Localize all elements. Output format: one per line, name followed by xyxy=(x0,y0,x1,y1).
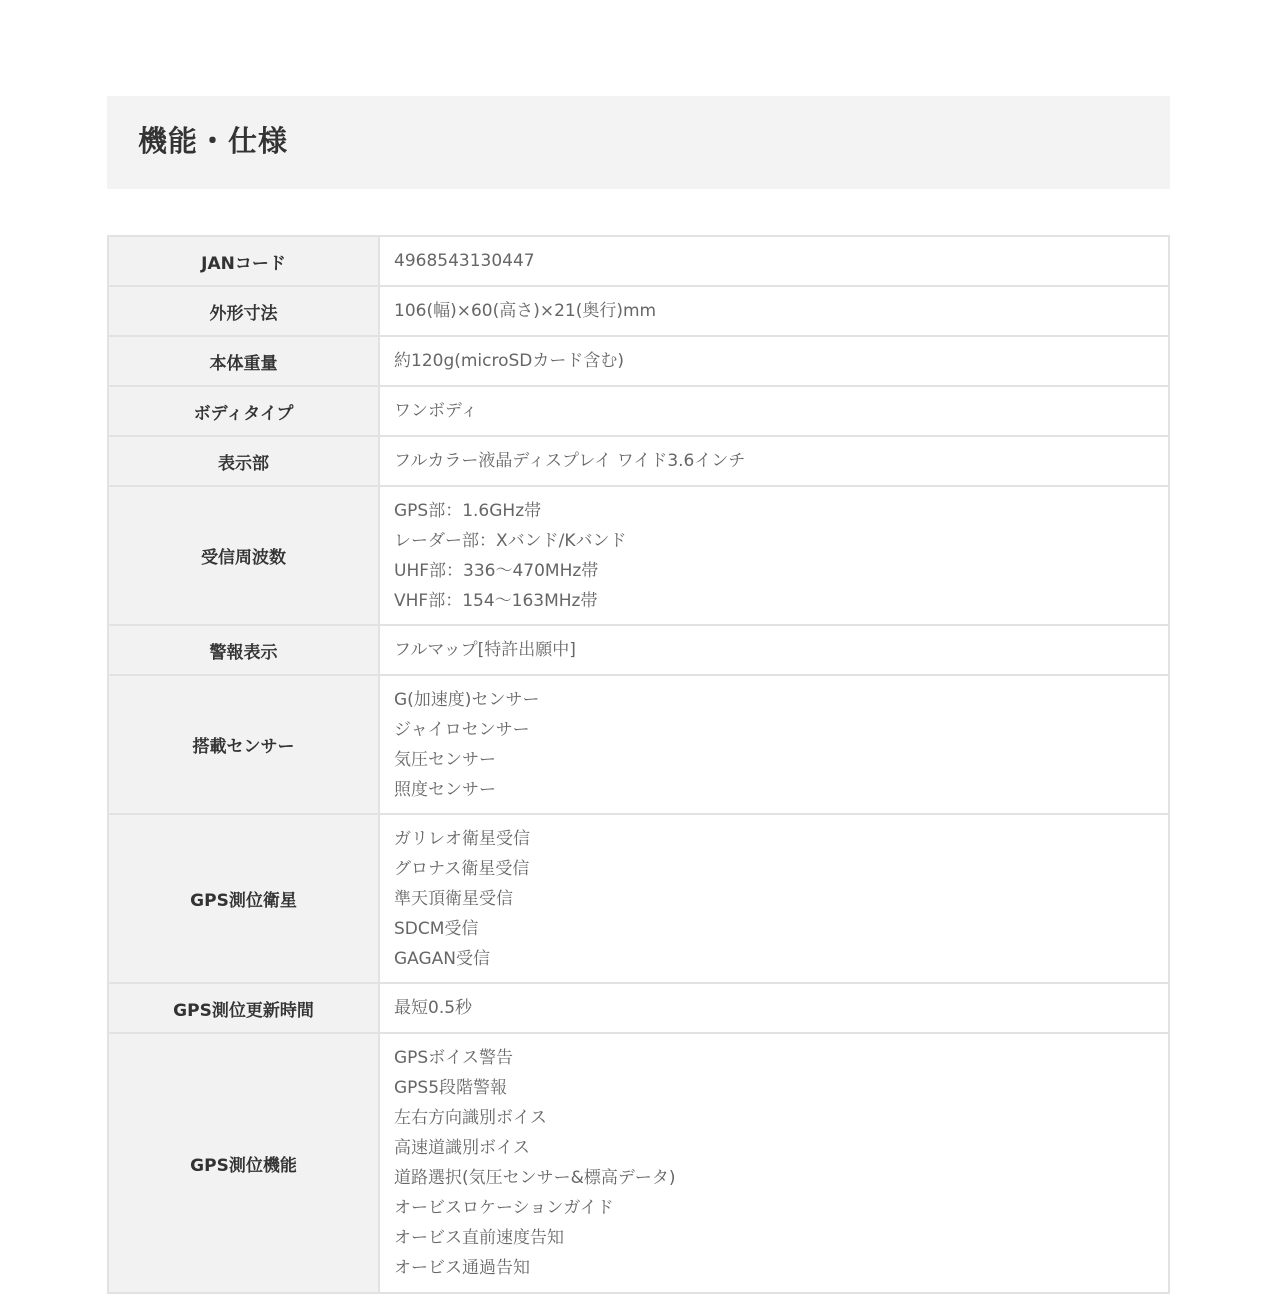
spec-row xyxy=(108,983,1169,1033)
spec-label: 警報表示 xyxy=(108,625,379,675)
spec-value-line: 106(幅)×60(高さ)×21(奥行)mm xyxy=(394,301,657,321)
spec-row xyxy=(108,486,1169,625)
spec-row xyxy=(108,286,1169,336)
spec-label: GPS測位更新時間 xyxy=(108,983,379,1033)
spec-value-line: レーダー部：Xバンド/Kバンド xyxy=(394,530,627,551)
spec-value xyxy=(379,286,1169,336)
spec-row xyxy=(108,675,1169,814)
spec-value-line: GPS5段階警報 xyxy=(394,1078,508,1098)
spec-value xyxy=(379,814,1169,983)
spec-value-line: オービス直前速度告知 xyxy=(394,1228,564,1248)
spec-label: 表示部 xyxy=(108,436,379,486)
spec-value-line: フルカラー液晶ディスプレイ ワイド3.6インチ xyxy=(394,451,746,471)
section-header xyxy=(107,96,1170,189)
spec-label: GPS測位機能 xyxy=(108,1033,379,1293)
spec-value-line: 道路選択(気圧センサー&標高データ) xyxy=(394,1168,676,1188)
spec-value-line: SDCM受信 xyxy=(394,918,479,939)
spec-value xyxy=(379,436,1169,486)
spec-value-line: 最短0.5秒 xyxy=(394,998,473,1018)
spec-label: 受信周波数 xyxy=(108,486,379,625)
spec-value-line: オービスロケーションガイド xyxy=(394,1198,614,1218)
spec-value-line: ガリレオ衛星受信 xyxy=(394,828,530,849)
spec-table-body xyxy=(108,236,1169,1293)
spec-value-line: 左右方向識別ボイス xyxy=(394,1108,547,1128)
spec-row xyxy=(108,436,1169,486)
spec-value-line: GPSボイス警告 xyxy=(394,1048,514,1068)
spec-value-line: 気圧センサー xyxy=(394,749,496,770)
spec-value-line: GAGAN受信 xyxy=(394,948,491,969)
spec-value-line: グロナス衛星受信 xyxy=(394,858,530,879)
spec-row xyxy=(108,625,1169,675)
spec-row xyxy=(108,814,1169,983)
spec-value-line: G(加速度)センサー xyxy=(394,689,540,710)
spec-row xyxy=(108,1033,1169,1293)
spec-value xyxy=(379,675,1169,814)
spec-row xyxy=(108,336,1169,386)
spec-value-line: オービス通過告知 xyxy=(394,1258,530,1278)
spec-value-line: 4968543130447 xyxy=(394,251,535,271)
spec-value xyxy=(379,1033,1169,1293)
spec-value-line: 準天頂衛星受信 xyxy=(394,888,513,909)
spec-value xyxy=(379,386,1169,436)
spec-value-line: VHF部：154〜163MHz帯 xyxy=(394,590,598,611)
spec-row xyxy=(108,386,1169,436)
spec-value-line: 照度センサー xyxy=(394,779,496,800)
spec-value xyxy=(379,336,1169,386)
spec-value xyxy=(379,486,1169,625)
spec-value-line: UHF部：336〜470MHz帯 xyxy=(394,560,599,581)
spec-label: 搭載センサー xyxy=(108,675,379,814)
spec-row xyxy=(108,236,1169,286)
spec-value-line: 約120g(microSDカード含む) xyxy=(394,351,625,371)
spec-label: 本体重量 xyxy=(108,336,379,386)
spec-value xyxy=(379,983,1169,1033)
spec-label: ボディタイプ xyxy=(108,386,379,436)
spec-value xyxy=(379,236,1169,286)
spec-value-line: ワンボディ xyxy=(394,401,478,421)
spec-table xyxy=(107,235,1170,1294)
section-title: 機能・仕様 xyxy=(138,124,289,158)
spec-value-line: GPS部：1.6GHz帯 xyxy=(394,500,542,521)
spec-value xyxy=(379,625,1169,675)
spec-label: JANコード xyxy=(108,236,379,286)
spec-label: 外形寸法 xyxy=(108,286,379,336)
spec-label: GPS測位衛星 xyxy=(108,814,379,983)
spec-value-line: 高速道識別ボイス xyxy=(394,1138,530,1158)
spec-value-line: フルマップ[特許出願中] xyxy=(394,640,576,660)
spec-value-line: ジャイロセンサー xyxy=(394,719,530,740)
